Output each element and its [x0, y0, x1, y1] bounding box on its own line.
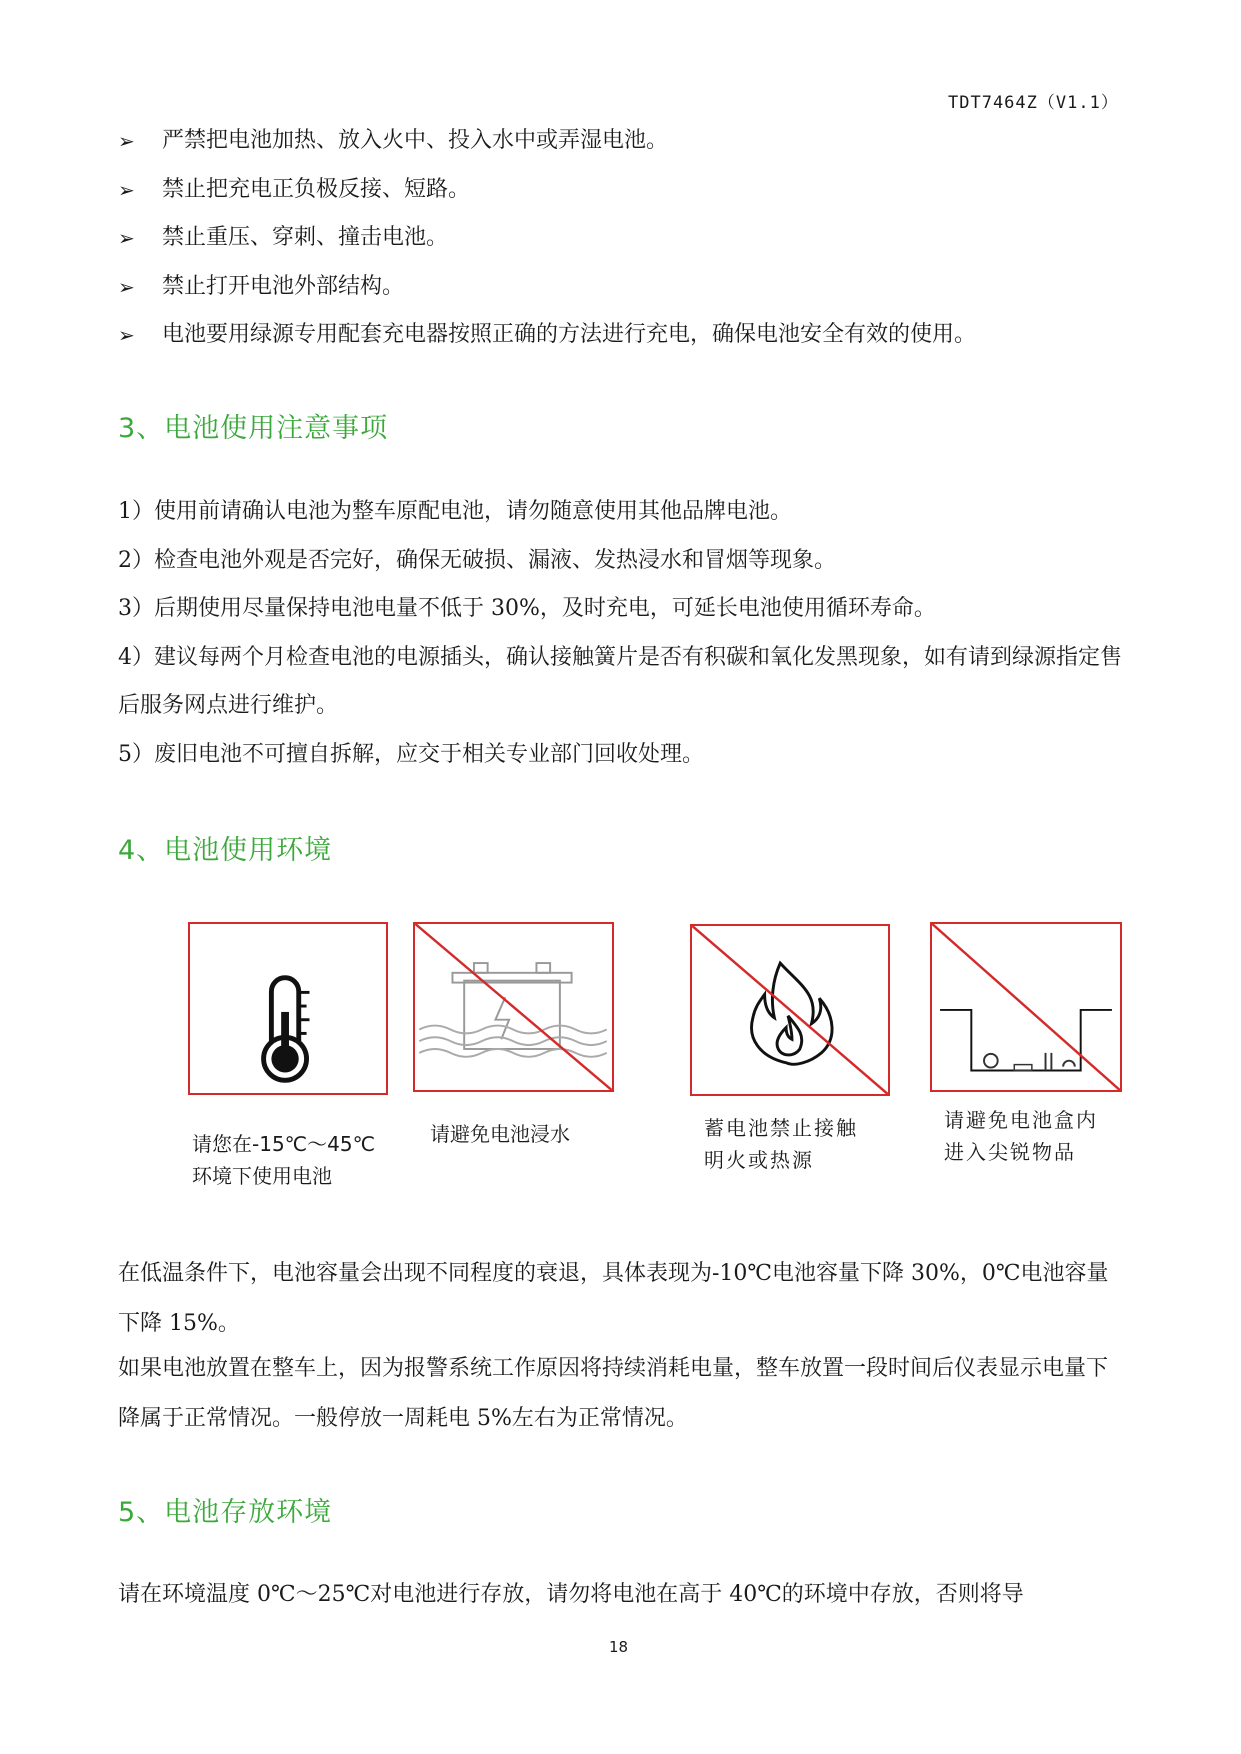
section-5-heading: 5、电池存放环境: [118, 1497, 333, 1528]
arrow-bullet-icon: ➢: [118, 177, 135, 202]
thermometer-icon: [190, 924, 386, 1093]
page-number: 18: [609, 1638, 629, 1656]
no-sharp-objects-caption: [944, 1104, 1098, 1168]
caption-line: 蓄电池禁止接触: [704, 1116, 858, 1140]
no-fire-caption: [704, 1112, 858, 1176]
low-temperature-paragraph: 在低温条件下，电池容量会出现不同程度的衰退，具体表现为-10℃电池容量下降 30%，0℃电池容量下降 15%。: [118, 1261, 1109, 1336]
thermometer-panel: [188, 922, 388, 1095]
caption-line: 请避免电池浸水: [430, 1122, 570, 1146]
arrow-bullet-icon: ➢: [118, 274, 135, 299]
thermometer-caption: [192, 1128, 375, 1192]
bullet-text: 电池要用绿源专用配套充电器按照正确的方法进行充电，确保电池安全有效的使用。: [162, 322, 977, 347]
usage-notes-list: [118, 488, 1128, 779]
bullet-text: 禁止打开电池外部结构。: [162, 273, 405, 299]
safety-bullet-list: [118, 126, 976, 369]
arrow-bullet-icon: ➢: [118, 323, 135, 347]
caption-line: 环境下使用电池: [192, 1164, 332, 1188]
caption-line: 请避免电池盒内: [944, 1108, 1098, 1132]
section-4-heading: 4、电池使用环境: [118, 835, 333, 866]
no-water-caption: [430, 1118, 570, 1150]
no-fire-icon: [692, 926, 888, 1094]
list-item: 4）建议每两个月检查电池的电源插头，确认接触簧片是否有积碳和氧化发黑现象，如有请到绿源指定售后服务网点进行维护。: [118, 644, 1123, 718]
list-item: 5）废旧电池不可擅自拆解，应交于相关专业部门回收处理。: [118, 741, 704, 767]
document-code: TDT7464Z（V1.1）: [948, 93, 1119, 113]
list-item: 3）后期使用尽量保持电池电量不低于 30%，及时充电，可延长电池使用循环寿命。: [118, 596, 936, 621]
standby-consumption-paragraph: 如果电池放置在整车上，因为报警系统工作原因将持续消耗电量，整车放置一段时间后仪表显示电量下降属于正常情况。一般停放一周耗电 5%左右为正常情况。: [118, 1356, 1109, 1431]
bullet-text: 禁止重压、穿刺、撞击电池。: [162, 225, 449, 250]
section-3-heading: 3、电池使用注意事项: [118, 413, 389, 444]
list-item: [118, 272, 976, 321]
list-item: [118, 223, 976, 272]
caption-line: 进入尖锐物品: [944, 1140, 1076, 1164]
list-item: [118, 320, 976, 369]
no-water-battery-icon: [415, 924, 612, 1090]
list-item: [118, 126, 976, 175]
no-water-panel: [413, 922, 614, 1092]
arrow-bullet-icon: ➢: [118, 129, 135, 153]
no-sharp-objects-panel: [930, 922, 1122, 1092]
arrow-bullet-icon: ➢: [118, 226, 135, 250]
list-item: 2）检查电池外观是否完好，确保无破损、漏液、发热浸水和冒烟等现象。: [118, 547, 836, 573]
caption-line: 请您在-15℃～45℃: [192, 1132, 376, 1156]
no-fire-panel: [690, 924, 890, 1096]
caption-line: 明火或热源: [704, 1148, 814, 1172]
storage-paragraph: 请在环境温度 0℃～25℃对电池进行存放，请勿将电池在高于 40℃的环境中存放，否则将导: [118, 1582, 1024, 1607]
no-sharp-objects-icon: [932, 924, 1120, 1090]
list-item: 1）使用前请确认电池为整车原配电池，请勿随意使用其他品牌电池。: [118, 499, 792, 524]
bullet-text: 严禁把电池加热、放入火中、投入水中或弄湿电池。: [162, 128, 669, 153]
bullet-text: 禁止把充电正负极反接、短路。: [162, 176, 471, 202]
list-item: [118, 175, 976, 224]
